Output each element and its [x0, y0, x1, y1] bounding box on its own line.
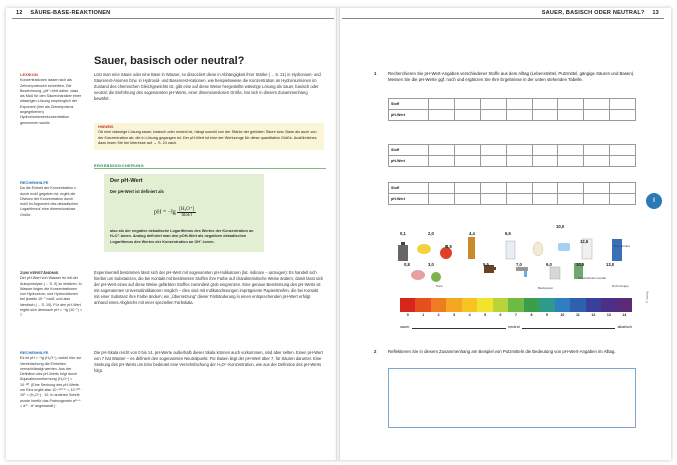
table-cell[interactable] [610, 156, 636, 167]
table-cell[interactable] [558, 194, 584, 205]
results-table [388, 182, 636, 205]
table-cell[interactable] [558, 110, 584, 121]
definition-subtitle: Der pH-Wert ist definiert als [110, 189, 164, 194]
table-row [389, 110, 636, 121]
side-note-label: LEXIKON [20, 72, 38, 77]
table-cell[interactable] [429, 145, 455, 156]
table-cell[interactable] [429, 99, 455, 110]
table-cell[interactable] [610, 183, 636, 194]
ph-value: 6,5 [505, 231, 511, 236]
table-cell[interactable] [558, 156, 584, 167]
right-page-number: 13 [652, 10, 659, 16]
ph-value: 3,0 [428, 262, 434, 267]
right-running-header [542, 10, 665, 16]
beer-icon [468, 237, 475, 259]
table-cell[interactable] [480, 99, 506, 110]
ph-value: 7,0 [516, 262, 522, 267]
table-cell[interactable] [558, 99, 584, 110]
table-cell[interactable] [584, 99, 610, 110]
table-cell[interactable] [480, 156, 506, 167]
table-cell[interactable] [558, 145, 584, 156]
table-cell[interactable] [532, 156, 558, 167]
book-spine [336, 8, 340, 460]
table-cell[interactable] [506, 145, 532, 156]
illustration-label: Haut [436, 284, 443, 288]
illustration-label: Rohrreiniger [612, 284, 630, 288]
table-cell[interactable] [454, 183, 480, 194]
stomach-icon [411, 270, 425, 280]
table-cell[interactable] [532, 110, 558, 121]
table-row [389, 194, 636, 205]
ph-value: 10,5 [576, 262, 585, 267]
right-header-rule [342, 18, 664, 19]
hint-heading: HINWEIS [98, 125, 114, 129]
row-header: pH-Wert [389, 156, 429, 167]
row-header: pH-Wert [389, 110, 429, 121]
drain-cleaner-icon [612, 239, 622, 261]
illustration-label: Backpulver [538, 286, 554, 290]
battery-icon [398, 242, 408, 261]
chapter-tab: I [646, 193, 662, 209]
ph-tick-label: 6 [499, 313, 502, 317]
table-cell[interactable] [610, 145, 636, 156]
row-header: Stoff [389, 145, 429, 156]
task-text: Recherchieren Sie pH-Wert-Angaben verschiedener Stoffe aus dem Alltag (Lebensmittel, Putzmittel, gängige Säuren und Basen). Messen Sie die pH-Werte ggf. noch und ergänzen Sie Ihre Ergebnisse in der unten stehenden Tabelle. [388, 71, 635, 82]
table-cell[interactable] [480, 183, 506, 194]
table-row [389, 99, 636, 110]
ph-tick-label: 2 [437, 313, 440, 317]
ph-tick-label: 12 [591, 313, 596, 317]
axis-label-alkalisch: alkalisch [617, 325, 632, 329]
ph-value: 12,6 [580, 239, 589, 244]
table-cell[interactable] [584, 194, 610, 205]
ph-value: 0,8 [404, 262, 410, 267]
side-note-text: Der pH-Wert von Wasser ist mit der Autoprotolyse (→ S. 9) zu erklären: In Wasser liegen die Konzentrationen von Hydronium- und Hydroxidionen bei jeweils 10⁻⁷ mol/l, und also identisch (→ S. 10). Für den pH-Wert ergibt sich demnach pH = −lg (10⁻⁷) = 7. [20, 276, 83, 318]
left-page-number: 12 [16, 10, 23, 16]
definition-title: Der pH-Wert [110, 178, 143, 184]
ph-color-swatch [617, 298, 632, 312]
ph-color-swatch [555, 298, 570, 312]
table-cell[interactable] [480, 145, 506, 156]
formula-fraction [177, 206, 196, 218]
side-note-label: ZUM VERSTÄNDNIS [20, 270, 59, 275]
ph-color-swatch [462, 298, 477, 312]
ph-color-swatch [508, 298, 523, 312]
row-header: Stoff [389, 183, 429, 194]
table-cell[interactable] [532, 99, 558, 110]
ph-value: 9,0 [546, 262, 552, 267]
table-cell[interactable] [506, 194, 532, 205]
egg-icon [533, 242, 543, 256]
table-cell[interactable] [584, 156, 610, 167]
table-cell[interactable] [506, 183, 532, 194]
task-number: 1 [374, 71, 377, 76]
ph-tick-label: 14 [622, 313, 627, 317]
ph-color-swatch [477, 298, 492, 312]
hint-box [94, 123, 324, 150]
table-cell[interactable] [610, 110, 636, 121]
table-cell[interactable] [454, 156, 480, 167]
table-cell[interactable] [454, 110, 480, 121]
table-cell[interactable] [506, 156, 532, 167]
results-table [388, 98, 636, 121]
table-cell[interactable] [429, 183, 455, 194]
ph-illustration [396, 227, 636, 295]
ph-tick-label: 3 [453, 313, 456, 317]
section-title: Sauer, basisch oder neutral? [94, 55, 245, 67]
ph-color-swatch [446, 298, 461, 312]
table-cell[interactable] [429, 194, 455, 205]
axis-label-sauer: sauer [400, 325, 410, 329]
ph-formula [154, 206, 196, 218]
table-cell[interactable] [532, 183, 558, 194]
table-cell[interactable] [506, 110, 532, 121]
ph-tick-label: 11 [575, 313, 580, 317]
table-cell[interactable] [584, 110, 610, 121]
ph-value: 5,5 [483, 262, 489, 267]
side-note-label: RECHENHILFE [20, 350, 49, 355]
formula-numerator: [H₃O⁺] [179, 207, 195, 212]
ph-tick-label: 5 [484, 313, 487, 317]
ph-color-swatch [524, 298, 539, 312]
ph-color-swatch [570, 298, 585, 312]
definition-description: also als der negative dekadische Logarithmus des Wertes der Konzentration an H₃O⁺-Ionen. Analog definiert man den pOH-Wert als negativen dekadischen Logarithmus des Wertes der Konzentration an OH⁻-Ionen. [110, 229, 254, 244]
ph-value: 4,4 [469, 231, 475, 236]
table-cell[interactable] [610, 99, 636, 110]
ph-color-swatch [493, 298, 508, 312]
table-cell[interactable] [454, 194, 480, 205]
definition-box [104, 174, 264, 252]
table-row [389, 156, 636, 167]
illustration-label: Bleichmittel [614, 244, 630, 248]
table-cell[interactable] [584, 145, 610, 156]
left-header-title: SÄURE-BASE-REAKTIONEN [30, 10, 111, 16]
lemon-icon [417, 244, 431, 254]
formula-denominator: mol/l [181, 213, 193, 218]
table-cell[interactable] [454, 99, 480, 110]
hint-text: Ob eine wässrige Lösung sauer, basisch oder neutral ist, hängt sowohl von der Stärke der gelösten Säure bzw. Base als auch von der Konzentration ab; die in Lösung gegangen ist. Der pH-Wert ist eine der Werkzeuge für diese quantitative Größe. Ausführliches dazu lesen Sie bei Interesse auf → S. 24 nach. [98, 130, 317, 145]
ph-color-swatch [400, 298, 415, 312]
ph-color-swatch [586, 298, 601, 312]
ph-value: 10,0 [556, 224, 565, 229]
answer-box[interactable] [388, 368, 636, 428]
axis-label-neutral: neutral [508, 325, 520, 329]
table-row [389, 183, 636, 194]
side-note-text: Da die Einheit der Konzentration c durch mol/l gegeben ist, ergibt die Division der Konzentration durch mol/l im Argument des dekadischen Logarithmus' eine dimensionslose Größe. [20, 186, 79, 217]
table-cell[interactable] [610, 194, 636, 205]
ph-color-swatch [415, 298, 430, 312]
table-cell[interactable] [532, 194, 558, 205]
table-cell[interactable] [454, 145, 480, 156]
row-header: pH-Wert [389, 194, 429, 205]
ph-value: 4,5 [446, 244, 452, 249]
ph-value: 2,0 [428, 231, 434, 236]
section-rule [94, 168, 326, 169]
apple-icon [431, 272, 441, 282]
ph-tick-label: 10 [560, 313, 565, 317]
left-header-rule [12, 18, 334, 19]
side-note-rechenhilfe-1 [20, 180, 82, 218]
side-note-label: RECHENHILFE [20, 180, 49, 185]
ph-tick-label: 1 [422, 313, 425, 317]
water-tap-icon [516, 267, 528, 277]
illustration-label: Haushaltsammoniak [578, 276, 607, 280]
ph-color-swatch [539, 298, 554, 312]
ph-tick-label: 7 [515, 313, 518, 317]
milk-icon [506, 241, 515, 259]
table-row [389, 145, 636, 156]
side-note-lexikon [20, 72, 82, 126]
ph-axis [398, 325, 634, 331]
table-cell[interactable] [584, 183, 610, 194]
right-header-title: SAUER, BASISCH ODER NEUTRAL? [541, 10, 645, 16]
table-cell[interactable] [429, 110, 455, 121]
ph-color-scale [400, 298, 632, 312]
intro-paragraph: Löst man eine Säure oder eine Base in Wasser, so dissoziiert diese in Abhängigkeit ihrer Stärke (→ S. 21) in Hydronium- und Säurerest-Anionen bzw. in Hydroxid- und Basenrest-Kationen, wie beispielsweise die Konzentration an Hydroniumionen im Zustand des chemischen Gleichgewichts ist, gibt eine auf diese Weise hergestellte wässrige Lösung als sauer, basisch oder neutral; die Einführung des sogenannten pH-Werts, einer dimensionslosen Größe, hat sich in diesem Zusammenhang bewährt. [94, 72, 321, 101]
ph-tick-label: 0 [406, 313, 409, 317]
side-note-verstaendnis [20, 270, 82, 319]
ph-tick-label: 4 [468, 313, 471, 317]
scale-paragraph: Die pH-Skala reicht von 0 bis 14. pH-Werte außerhalb dieser Skala können auch vorkommen, sind aber selten. Einen pH-Wert von 7 hat Wasser – es definiert den sogenannten Neutralpunkt. Für Basen liegt der pH-Wert über 7, für Säuren darunter. Eine Senkung des pH-Werts um Eins bedeutet eine Verzehnfachung der H₃O⁺-Konzentration, wie aus der Definition des pH-Werts folgt. [94, 350, 323, 373]
soap-icon [558, 243, 570, 251]
image-credit: © Verlag [645, 291, 649, 303]
task-number: 2 [374, 349, 377, 354]
ph-color-swatch [431, 298, 446, 312]
side-note-rechenhilfe-2 [20, 350, 82, 409]
row-header: Stoff [389, 99, 429, 110]
ph-tick-label: 9 [545, 313, 548, 317]
table-cell[interactable] [429, 156, 455, 167]
ph-value: 0,1 [400, 231, 406, 236]
indicator-paragraph: Experimentell bestimmen lässt sich der pH-Wert mit sogenannten pH-Indikatoren (lat. indicare – anzeigen): Es handelt sich hierbei um Substanzen, die bei Kontakt mit bestimmten Stoffen ihre Farbe auf charakteristische Weise ändern; damit lässt sich der pH-Wert eines auf diese Weise gefärbten Stoffes zumindest grob eingrenzen. Eine genaue Bestimmung des pH-Werts ist mit sogenannten Universalindikatoren möglich – dies sind mit Indikatorlösungen imprägnierte Papierstreifen, die bei Kontakt mit einer Substanz ihre Farbe ändern; ein „Übersetzung“ dieser Farbänderung in einen entsprechenden pH-Wert erfolgt anhand eines Abgleichs mit einer speziellen Farbskala. [94, 270, 324, 305]
ph-color-swatch [601, 298, 616, 312]
left-running-header [10, 10, 110, 16]
baking-powder-icon [550, 267, 560, 279]
results-table [388, 144, 636, 167]
table-cell[interactable] [532, 145, 558, 156]
ph-scale-ticks [400, 313, 632, 317]
formula-lhs: pH = −lg [154, 209, 176, 216]
table-cell[interactable] [480, 194, 506, 205]
ph-value: 13,0 [606, 262, 615, 267]
task-text: Reflektieren Sie in diesem Zusammenhang am Beispiel von Putzmitteln die Bedeutung von pH-Wert-Angaben im Alltag. [388, 349, 616, 354]
ph-tick-label: 8 [530, 313, 533, 317]
table-cell[interactable] [558, 183, 584, 194]
side-note-text: Konzentrationen lassen sich als Zehnerpotenzen schreiben. Die Bezeichnung „pH“ rührt daher, dass als Maß für den Säurecharakter einer wässrigen Lösung ursprünglich der Exponent (hier als Zehnerpotenz angegebenen) Hydroniumionenkonzentration genommen wurde. [20, 78, 82, 125]
ph-tick-label: 13 [606, 313, 611, 317]
table-cell[interactable] [506, 99, 532, 110]
table-cell[interactable] [480, 110, 506, 121]
section-label: ERGEBNISSICHERUNG [94, 163, 144, 168]
side-note-text: Es ist pH = −lg (H₃O⁺), wobei hier zur Vereinfachung die Einheiten vernachlässigt werden. Aus der Definition des pH-Werts folgt durch Äquivalenzumformung (H₃O⁺) = 10⁻ᵖᴴ. (Eine Senkung des pH-Werts um Eins ergibt also 10⁻⁽ᵖᴴ⁻¹⁾ = 10⁻ᵖᴴ · 10¹ = (H₃O⁺) · 10. In anderen Schritt wurde hierfür das Potenzgesetz aᵐ⁺ⁿ = aᵐ · aⁿ angewandt.) [20, 356, 82, 408]
